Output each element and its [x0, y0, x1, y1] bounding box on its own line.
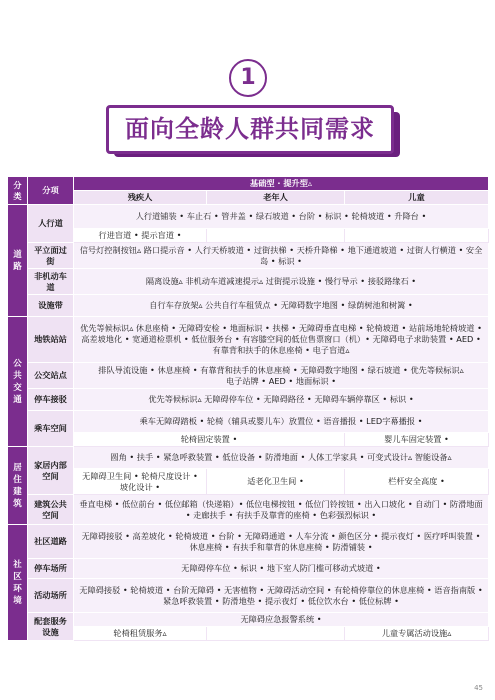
page-title: 面向全龄人群共同需求 — [106, 105, 394, 154]
section-number-badge: 1 — [229, 59, 267, 97]
busstop-line1: 排队导流设施 • 休息座椅 • 有靠背和扶手的休息座椅 • 无障碍数字地图 • 绿石坡道 • 优先等候标识▵ — [98, 364, 464, 375]
cell-vehicle-stroller: 婴儿车固定装置 • — [345, 433, 489, 447]
header-group-elderly: 老年人 — [207, 191, 345, 205]
row-label-sidewalk: 人行道 — [28, 205, 74, 243]
requirements-table — [7, 176, 489, 641]
cell-sidewalk-empty-2 — [345, 229, 489, 243]
cell-nonmotor: 隔离设施▵ 非机动车道减速提示▵ 过街提示设施 • 慢行导示 • 接驳路缘石 • — [74, 269, 489, 295]
cell-service-elderly — [207, 627, 345, 641]
cell-crossing: 信号灯控制按钮▵ 路口提示音 • 人行天桥坡道 • 过街扶梯 • 天桥升降梯 • 地下通道坡道 • 过街人行横道 • 安全岛 • 标识 • — [74, 243, 489, 269]
busstop-line2: 电子站牌 • AED • 地面标识 • — [225, 375, 337, 386]
category-road: 道路 — [8, 205, 28, 317]
cell-service-disabled: 轮椅租赁服务▵ — [74, 627, 207, 641]
category-building: 居住建筑 — [8, 447, 28, 525]
header-type: 基础型 · 提升型▵ — [74, 177, 489, 191]
cell-comm-road: 无障碍接驳 • 高差坡化 • 轮椅坡道 • 台阶 • 无障碍通道 • 人车分流 • 颜色区分 • 提示夜灯 • 医疗呼叫装置 • 休息座椅 • 有扶手和靠背的休息座椅 • 防滑铺装 • — [74, 525, 489, 559]
cell-service-children: 儿童专属活动设施▵ — [345, 627, 489, 641]
row-label-vehicle: 乘车空间 — [28, 411, 74, 447]
row-label-parking: 停车接驳 — [28, 389, 74, 411]
header-category: 分类 — [8, 177, 28, 205]
cell-service-all: 无障碍应急报警系统 • — [74, 613, 489, 627]
cell-home-elderly: 适老化卫生间 • — [207, 469, 345, 495]
row-label-comm-parking: 停车场所 — [28, 559, 74, 579]
row-label-home: 家居内部空间 — [28, 447, 74, 495]
category-transit: 公共交通 — [8, 317, 28, 447]
cell-vehicle-all: 乘车无障碍踏板 • 轮椅（辅具或婴儿车）放置位 • 语音播报 • LED字幕播报 • — [74, 411, 489, 433]
cell-vehicle-wheelchair: 轮椅固定装置 • — [74, 433, 345, 447]
cell-home-children: 栏杆安全高度 • — [345, 469, 489, 495]
cell-sidewalk-disabled: 行进盲道 • 提示盲道 • — [74, 229, 207, 243]
cell-home-disabled: 无障碍卫生间 • 轮椅尺度设计 • 坡化设计 • — [74, 469, 207, 495]
row-label-public-space: 建筑公共空间 — [28, 495, 74, 525]
header-group-disabled: 残疾人 — [74, 191, 207, 205]
cell-comm-parking: 无障碍停车位 • 标识 • 地下室人防门槛可移动式坡道 • — [74, 559, 489, 579]
row-label-metro: 地铁站站 — [28, 317, 74, 363]
page-number: 45 — [474, 684, 483, 692]
cell-home-all: 圆角 • 扶手 • 紧急呼救装置 • 低位设备 • 防滑地面 • 人体工学家具 • 可变式设计▵ 智能设备▵ — [74, 447, 489, 469]
row-label-nonmotor: 非机动车道 — [28, 269, 74, 295]
cell-facility-belt: 自行车存放架▵ 公共自行车租赁点 • 无障碍数字地图 • 绿荫树池和树篱 • — [74, 295, 489, 317]
header-item: 分项 — [28, 177, 74, 205]
cell-activity: 无障碍接驳 • 轮椅坡道 • 台阶无障碍 • 无害植物 • 无障碍活动空间 • 有轮椅停靠位的休息座椅 • 语音指南版 • 紧急呼救装置 • 防滑地垫 • 提示夜灯 • 低位饮水台 • 低位标牌 • — [74, 579, 489, 613]
cell-parking: 优先等候标识▵ 无障碍停车位 • 无障碍路径 • 无障碍车辆停靠区 • 标识 • — [74, 389, 489, 411]
row-label-facility-belt: 设施带 — [28, 295, 74, 317]
cell-busstop — [74, 363, 489, 389]
header-group-children: 儿童 — [345, 191, 489, 205]
row-label-busstop: 公交站点 — [28, 363, 74, 389]
row-label-activity: 活动场所 — [28, 579, 74, 613]
category-community: 社区环境 — [8, 525, 28, 641]
row-label-comm-road: 社区道路 — [28, 525, 74, 559]
requirements-table-wrap — [7, 176, 488, 641]
cell-metro: 优先等候标识▵ 休息座椅 • 无障碍安检 • 地面标识 • 扶梯 • 无障碍垂直电梯 • 轮椅坡道 • 站前场地轮椅坡道 • 高差坡地化 • 宽通道检票机 • 低位服务台 • 有容膝空间的低位售票窗口（机）• 无障碍电子求助装置 • AED • 有靠背和扶手的休息座椅 • 电子盲道▵ — [74, 317, 489, 363]
cell-public-space: 垂直电梯 • 低位前台 • 低位邮箱（快递箱）• 低位电梯按钮 • 低位门铃按钮 • 出入口坡化 • 自动门 • 防滑地面 • 走廊扶手 • 有扶手及靠背的座椅 • 色彩强烈标识 • — [74, 495, 489, 525]
cell-sidewalk-all: 人行道铺装 • 车止石 • 管井盖 • 绿石坡道 • 台阶 • 标识 • 轮椅坡道 • 升降台 • — [74, 205, 489, 229]
row-label-service: 配套服务设施 — [28, 613, 74, 641]
cell-sidewalk-empty-1 — [207, 229, 345, 243]
row-label-crossing: 平立面过街 — [28, 243, 74, 269]
